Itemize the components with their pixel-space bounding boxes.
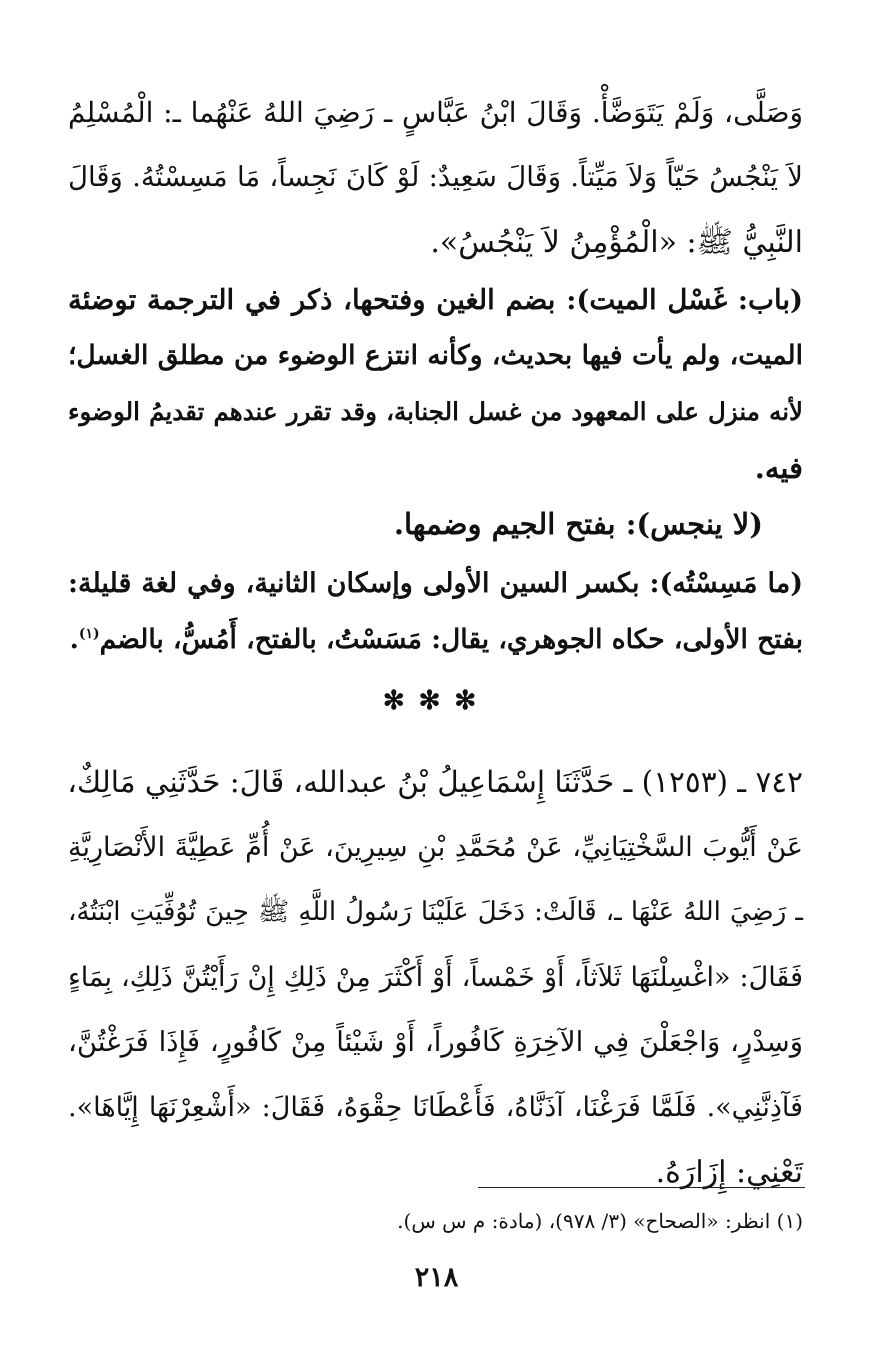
text-line: وَسِدْرٍ، وَاجْعَلْنَ فِي الآخِرَةِ كَافُوراً، أَوْ شَيْئاً مِنْ كَافُورٍ، فَإِذَا فَرَغْتُنَّ،: [68, 1026, 803, 1058]
section-separator: ✻✻✻: [382, 686, 491, 716]
text-line: تَعْنِي: إِزَارَهُ.: [655, 1155, 803, 1190]
page-number: ٢١٨: [414, 1262, 459, 1293]
text-line: (باب: غَسْل الميت): بضم الغين وفتحها، ذكر في الترجمة توضئة: [68, 284, 803, 316]
hadith-intro-paragraph: [68, 80, 803, 275]
text-line: بفتح الأولى، حكاه الجوهري، يقال: مَسَسْتُ، بالفتح، أَمُسُّ، بالضم$^{(١)}$.: [69, 624, 803, 655]
hadith-742-paragraph: [68, 750, 803, 1205]
footnote: (١) انظر: «الصحاح» (٣/ ٩٧٨)، (مادة: م س س).: [397, 1209, 803, 1233]
text-line: ٧٤٢ ـ (١٢٥٣) ـ حَدَّثَنَا إِسْمَاعِيلُ بْنُ عبدالله، قَالَ: حَدَّثَنِي مَالِكٌ،: [67, 765, 803, 799]
footnote-marker[interactable]: (١): [78, 626, 100, 643]
text-line: ـ رَضِيَ اللهُ عَنْهَا ـ، قَالَتْ: دَخَلَ عَلَيْنَا رَسُولُ اللَّهِ ﷺ حِينَ تُوُفِّيَتِ ابْنَتُهُ،: [68, 897, 803, 927]
text-line: الميت، ولم يأت فيها بحديث، وكأنه انتزع الوضوء من مطلق الغسل؛: [68, 340, 803, 371]
text-line: عَنْ أَيُّوبَ السَّخْتِيَانِيِّ، عَنْ مُحَمَّدِ بْنِ سِيرِينَ، عَنْ أُمِّ عَطِيَّةَ الأَنْصَارِيَّةِ: [68, 832, 803, 863]
text-line: لأنه منزل على المعهود من غسل الجنابة، وقد تقرر عندهم تقديمُ الوضوء: [68, 397, 803, 426]
text-line: لاَ يَنْجُسُ حَيّاً وَلاَ مَيِّتاً. وَقَالَ سَعِيدٌ: لَوْ كَانَ نَجِساً، مَا مَسِسْتُهُ. وَقَالَ: [68, 161, 803, 193]
text-span: بفتح الأولى، حكاه الجوهري، يقال: مَسَسْتُ، بالفتح، أَمُسُّ، بالضم: [99, 624, 803, 655]
text-line: فَقَالَ: «اغْسِلْنَهَا ثَلاَثاً، أَوْ خَمْساً، أَوْ أَكْثَرَ مِنْ ذَلِكِ إِنْ رَأَيْتُنَّ ذَلِكِ، بِمَاءٍ: [68, 962, 803, 993]
text-line: فيه.: [754, 451, 803, 485]
commentary-ghasl-paragraph: [68, 272, 803, 496]
text-line: وَصَلَّى، وَلَمْ يَتَوَضَّأْ. وَقَالَ ابْنُ عَبَّاسٍ ـ رَضِيَ اللهُ عَنْهُما ـ: الْمُسْلِمُ: [68, 96, 803, 129]
commentary-ma-masistuhu: [68, 556, 803, 668]
text-line: (لا ينجس): بفتح الجيم وضمها.: [393, 507, 763, 541]
text-line: فَآذِنَّنِي». فَلَمَّا فَرَغْنَا، آذَنَّاهُ، فَأَعْطَانَا حِقْوَهُ، فَقَالَ: «أَشْعِرْنَهَا إِيَّاهَا».: [68, 1092, 803, 1123]
footnote-divider: [478, 1187, 805, 1188]
text-line: (ما مَسِسْتُه): بكسر السين الأولى وإسكان الثانية، وفي لغة قليلة:: [68, 568, 803, 599]
commentary-la-yanjus: [68, 496, 803, 552]
text-line: النَّبِيُّ ﷺ: «الْمُؤْمِنُ لاَ يَنْجُسُ».: [430, 225, 803, 260]
